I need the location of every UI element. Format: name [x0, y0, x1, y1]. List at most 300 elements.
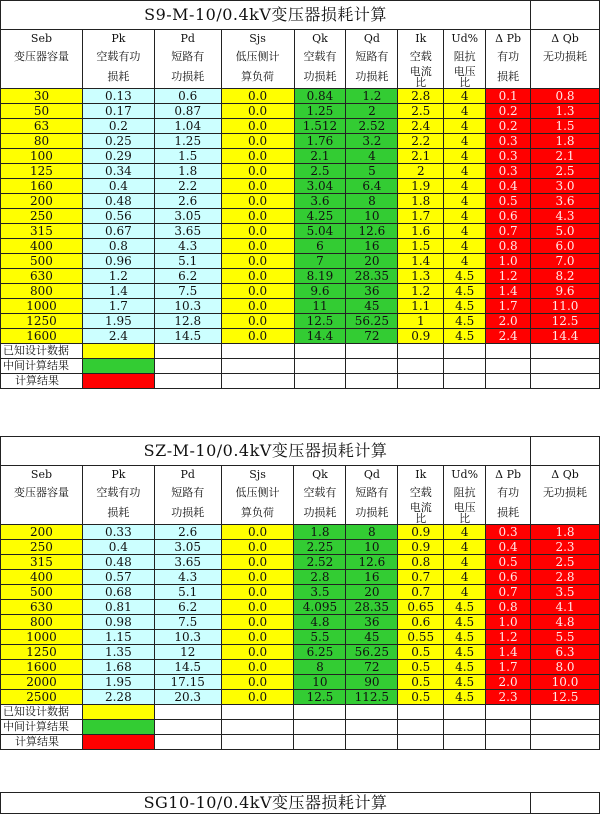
cell-qk: 1.76 [294, 134, 346, 149]
cell-ik: 0.9 [398, 540, 444, 555]
header-sjs: Sjs [221, 466, 294, 485]
cell-qk: 3.6 [294, 194, 346, 209]
header-qd: 短路有 [346, 484, 398, 502]
cell-seb: 125 [1, 164, 83, 179]
legend-row [1, 735, 600, 750]
cell-pd: 4.3 [154, 239, 221, 254]
legend-swatch [82, 344, 154, 359]
cell-ik: 0.7 [398, 585, 444, 600]
cell-dpb: 1.2 [486, 630, 531, 645]
cell-pk: 0.2 [82, 119, 154, 134]
cell-ud: 4 [444, 134, 486, 149]
legend-label: 中间计算结果 [1, 720, 83, 735]
cell-seb: 800 [1, 615, 83, 630]
cell-sjs: 0.0 [221, 254, 294, 269]
cell-qd: 16 [346, 239, 398, 254]
cell-ik: 0.9 [398, 329, 444, 344]
header-qd: 功损耗 [346, 502, 398, 525]
cell-dpb: 0.4 [486, 179, 531, 194]
cell-pk: 1.68 [82, 660, 154, 675]
table-row [1, 104, 600, 119]
cell-ud: 4 [444, 239, 486, 254]
blank-cell [531, 1, 600, 30]
cell-sjs: 0.0 [221, 645, 294, 660]
cell-pk: 1.35 [82, 645, 154, 660]
cell-pd: 2.2 [154, 179, 221, 194]
cell-qk: 8 [294, 660, 346, 675]
cell-dpb: 2.3 [486, 690, 531, 705]
cell-ud: 4 [444, 224, 486, 239]
table-row [1, 164, 600, 179]
legend-swatch [82, 720, 154, 735]
cell-sjs: 0.0 [221, 630, 294, 645]
cell-qk: 1.8 [294, 525, 346, 540]
header-qk: Qk [294, 30, 346, 49]
header-dpb: Δ Pb [486, 30, 531, 49]
cell-dpb: 0.4 [486, 540, 531, 555]
sg10-loss-table [0, 792, 600, 814]
cell-seb: 2500 [1, 690, 83, 705]
cell-qd: 6.4 [346, 179, 398, 194]
cell-ud: 4.5 [444, 675, 486, 690]
cell-qd: 56.25 [346, 314, 398, 329]
cell-ik: 0.6 [398, 615, 444, 630]
empty-cell [486, 720, 531, 735]
table-row [1, 555, 600, 570]
cell-pd: 0.6 [154, 89, 221, 104]
cell-ud: 4.5 [444, 645, 486, 660]
cell-sjs: 0.0 [221, 284, 294, 299]
cell-dqb: 2.5 [531, 555, 600, 570]
cell-seb: 1250 [1, 645, 83, 660]
cell-qk: 3.04 [294, 179, 346, 194]
cell-seb: 400 [1, 239, 83, 254]
cell-sjs: 0.0 [221, 329, 294, 344]
cell-qd: 20 [346, 254, 398, 269]
table-row [1, 675, 600, 690]
empty-cell [346, 735, 398, 750]
cell-sjs: 0.0 [221, 660, 294, 675]
cell-qk: 6.25 [294, 645, 346, 660]
header-seb: 变压器容量 [1, 484, 83, 502]
cell-ik: 2.4 [398, 119, 444, 134]
cell-qd: 2.52 [346, 119, 398, 134]
cell-dqb: 2.8 [531, 570, 600, 585]
cell-qd: 72 [346, 660, 398, 675]
cell-pk: 0.98 [82, 615, 154, 630]
header-line: 电压 [453, 66, 476, 78]
header-dpb: 有功 [486, 48, 531, 66]
table-row [1, 329, 600, 344]
cell-pd: 2.6 [154, 194, 221, 209]
table-row [1, 570, 600, 585]
header-line: 比 [415, 76, 427, 89]
cell-pd: 10.3 [154, 299, 221, 314]
header-ik: 空载 [398, 484, 444, 502]
header-seb [1, 502, 83, 525]
empty-cell [444, 374, 486, 389]
cell-qk: 4.25 [294, 209, 346, 224]
table-row [1, 284, 600, 299]
legend-swatch [82, 359, 154, 374]
cell-ud: 4 [444, 119, 486, 134]
cell-dqb: 1.3 [531, 104, 600, 119]
header-pk: Pk [82, 466, 154, 485]
cell-dpb: 0.1 [486, 89, 531, 104]
table-title: SZ-M-10/0.4kV变压器损耗计算 [1, 437, 531, 466]
legend-row [1, 344, 600, 359]
cell-pd: 6.2 [154, 600, 221, 615]
cell-qk: 14.4 [294, 329, 346, 344]
cell-ik: 0.5 [398, 690, 444, 705]
cell-pd: 5.1 [154, 254, 221, 269]
header-qk: 空载有 [294, 48, 346, 66]
cell-ik: 1.6 [398, 224, 444, 239]
cell-pd: 12.8 [154, 314, 221, 329]
cell-qd: 56.25 [346, 645, 398, 660]
cell-qk: 3.5 [294, 585, 346, 600]
cell-pd: 10.3 [154, 630, 221, 645]
cell-seb: 1600 [1, 660, 83, 675]
header-dqb: Δ Qb [531, 466, 600, 485]
cell-pk: 0.56 [82, 209, 154, 224]
empty-cell [531, 720, 600, 735]
header-ik [398, 502, 444, 525]
cell-dpb: 1.7 [486, 660, 531, 675]
cell-pd: 7.5 [154, 284, 221, 299]
empty-cell [444, 705, 486, 720]
cell-ik: 0.7 [398, 570, 444, 585]
table-row [1, 615, 600, 630]
cell-sjs: 0.0 [221, 675, 294, 690]
cell-pd: 12 [154, 645, 221, 660]
cell-pk: 0.68 [82, 585, 154, 600]
sz-loss-table [0, 436, 600, 750]
empty-cell [221, 720, 294, 735]
header-dpb: 损耗 [486, 502, 531, 525]
cell-pk: 2.4 [82, 329, 154, 344]
cell-qk: 2.52 [294, 555, 346, 570]
cell-qd: 112.5 [346, 690, 398, 705]
cell-ik: 2 [398, 164, 444, 179]
header-pk: 损耗 [82, 502, 154, 525]
cell-pd: 17.15 [154, 675, 221, 690]
cell-seb: 80 [1, 134, 83, 149]
empty-cell [221, 374, 294, 389]
cell-seb: 30 [1, 89, 83, 104]
cell-dqb: 3.0 [531, 179, 600, 194]
cell-seb: 630 [1, 600, 83, 615]
header-pk: Pk [82, 30, 154, 49]
table-row [1, 209, 600, 224]
header-qd: Qd [346, 466, 398, 485]
cell-dqb: 4.8 [531, 615, 600, 630]
cell-ud: 4 [444, 254, 486, 269]
cell-ud: 4.5 [444, 269, 486, 284]
cell-sjs: 0.0 [221, 209, 294, 224]
header-ud: 阻抗 [444, 484, 486, 502]
cell-pk: 1.15 [82, 630, 154, 645]
cell-dpb: 1.2 [486, 269, 531, 284]
cell-qd: 36 [346, 284, 398, 299]
cell-ik: 1.7 [398, 209, 444, 224]
cell-ik: 1.8 [398, 194, 444, 209]
empty-cell [154, 374, 221, 389]
cell-seb: 315 [1, 224, 83, 239]
cell-ik: 0.5 [398, 645, 444, 660]
header-qd: 短路有 [346, 48, 398, 66]
header-ud [444, 66, 486, 89]
header-qk: 空载有 [294, 484, 346, 502]
cell-seb: 1000 [1, 299, 83, 314]
cell-dqb: 6.3 [531, 645, 600, 660]
cell-ik: 2.2 [398, 134, 444, 149]
cell-dpb: 1.4 [486, 645, 531, 660]
cell-ik: 1.1 [398, 299, 444, 314]
header-ud [444, 502, 486, 525]
empty-cell [444, 344, 486, 359]
cell-sjs: 0.0 [221, 224, 294, 239]
table-row [1, 585, 600, 600]
cell-qk: 5.04 [294, 224, 346, 239]
cell-seb: 250 [1, 540, 83, 555]
cell-qk: 11 [294, 299, 346, 314]
header-pd: Pd [154, 466, 221, 485]
cell-qk: 6 [294, 239, 346, 254]
cell-seb: 500 [1, 585, 83, 600]
cell-dpb: 0.6 [486, 570, 531, 585]
cell-dqb: 9.6 [531, 284, 600, 299]
cell-dqb: 11.0 [531, 299, 600, 314]
cell-qk: 12.5 [294, 690, 346, 705]
header-seb [1, 66, 83, 89]
cell-pk: 0.17 [82, 104, 154, 119]
cell-seb: 400 [1, 570, 83, 585]
cell-dpb: 1.7 [486, 299, 531, 314]
empty-cell [531, 374, 600, 389]
cell-dqb: 1.5 [531, 119, 600, 134]
cell-qk: 4.095 [294, 600, 346, 615]
cell-dqb: 2.5 [531, 164, 600, 179]
cell-ik: 0.55 [398, 630, 444, 645]
empty-cell [444, 735, 486, 750]
cell-pd: 2.6 [154, 525, 221, 540]
empty-cell [346, 720, 398, 735]
cell-ik: 0.5 [398, 660, 444, 675]
cell-sjs: 0.0 [221, 179, 294, 194]
cell-dqb: 12.5 [531, 314, 600, 329]
cell-ud: 4.5 [444, 615, 486, 630]
cell-ik: 1.9 [398, 179, 444, 194]
cell-pk: 0.29 [82, 149, 154, 164]
empty-cell [294, 359, 346, 374]
empty-cell [294, 735, 346, 750]
cell-sjs: 0.0 [221, 239, 294, 254]
cell-qd: 28.35 [346, 600, 398, 615]
cell-pd: 5.1 [154, 585, 221, 600]
cell-dpb: 0.5 [486, 555, 531, 570]
header-dqb: 无功损耗 [531, 48, 600, 66]
cell-seb: 1000 [1, 630, 83, 645]
cell-qk: 2.5 [294, 164, 346, 179]
cell-dqb: 8.0 [531, 660, 600, 675]
empty-cell [221, 705, 294, 720]
empty-cell [346, 374, 398, 389]
cell-qk: 10 [294, 675, 346, 690]
cell-qk: 5.5 [294, 630, 346, 645]
cell-pk: 1.7 [82, 299, 154, 314]
cell-pd: 0.87 [154, 104, 221, 119]
cell-dqb: 14.4 [531, 329, 600, 344]
cell-sjs: 0.0 [221, 269, 294, 284]
cell-ik: 0.8 [398, 555, 444, 570]
empty-cell [486, 344, 531, 359]
empty-cell [398, 705, 444, 720]
cell-qd: 1.2 [346, 89, 398, 104]
cell-ud: 4 [444, 525, 486, 540]
cell-sjs: 0.0 [221, 119, 294, 134]
cell-qd: 20 [346, 585, 398, 600]
table-row [1, 224, 600, 239]
cell-sjs: 0.0 [221, 299, 294, 314]
empty-cell [531, 705, 600, 720]
cell-ud: 4 [444, 164, 486, 179]
cell-ud: 4 [444, 179, 486, 194]
cell-dpb: 0.3 [486, 525, 531, 540]
cell-seb: 800 [1, 284, 83, 299]
empty-cell [398, 344, 444, 359]
cell-qk: 1.25 [294, 104, 346, 119]
cell-ik: 1.5 [398, 239, 444, 254]
header-sjs: 低压侧计 [221, 484, 294, 502]
table-row [1, 645, 600, 660]
cell-ud: 4 [444, 89, 486, 104]
empty-cell [346, 344, 398, 359]
header-pk: 空载有功 [82, 484, 154, 502]
header-line: 比 [459, 512, 471, 525]
table-row [1, 299, 600, 314]
empty-cell [531, 344, 600, 359]
cell-pd: 1.04 [154, 119, 221, 134]
header-sjs: Sjs [221, 30, 294, 49]
header-dpb: 有功 [486, 484, 531, 502]
cell-ud: 4.5 [444, 329, 486, 344]
cell-dpb: 0.7 [486, 224, 531, 239]
cell-dpb: 1.0 [486, 254, 531, 269]
table-row [1, 314, 600, 329]
header-seb: Seb [1, 466, 83, 485]
cell-pd: 1.5 [154, 149, 221, 164]
cell-dpb: 0.3 [486, 164, 531, 179]
cell-pk: 0.81 [82, 600, 154, 615]
header-ik: Ik [398, 30, 444, 49]
header-dqb [531, 66, 600, 89]
table-row [1, 660, 600, 675]
header-line: 比 [415, 512, 427, 525]
cell-dqb: 4.1 [531, 600, 600, 615]
cell-dqb: 2.3 [531, 540, 600, 555]
cell-dqb: 8.2 [531, 269, 600, 284]
table-row [1, 269, 600, 284]
s9-loss-table [0, 0, 600, 389]
empty-cell [531, 359, 600, 374]
legend-label: 已知设计数据 [1, 344, 83, 359]
cell-ud: 4.5 [444, 690, 486, 705]
cell-dpb: 1.4 [486, 284, 531, 299]
cell-ik: 2.8 [398, 89, 444, 104]
header-pd: 功损耗 [154, 66, 221, 89]
cell-sjs: 0.0 [221, 555, 294, 570]
cell-qd: 10 [346, 540, 398, 555]
cell-seb: 2000 [1, 675, 83, 690]
cell-ik: 2.5 [398, 104, 444, 119]
cell-ik: 0.9 [398, 525, 444, 540]
cell-qk: 12.5 [294, 314, 346, 329]
table-row [1, 630, 600, 645]
cell-pk: 0.57 [82, 570, 154, 585]
table-row [1, 194, 600, 209]
header-qk: 功损耗 [294, 502, 346, 525]
empty-cell [486, 735, 531, 750]
cell-qd: 10 [346, 209, 398, 224]
cell-pd: 20.3 [154, 690, 221, 705]
cell-qd: 2 [346, 104, 398, 119]
header-ik: Ik [398, 466, 444, 485]
empty-cell [486, 705, 531, 720]
cell-pd: 3.05 [154, 540, 221, 555]
cell-pk: 2.28 [82, 690, 154, 705]
empty-cell [154, 705, 221, 720]
cell-qd: 45 [346, 630, 398, 645]
legend-row [1, 705, 600, 720]
legend-row [1, 359, 600, 374]
empty-cell [444, 720, 486, 735]
cell-sjs: 0.0 [221, 690, 294, 705]
table-title: S9-M-10/0.4kV变压器损耗计算 [1, 1, 531, 30]
cell-sjs: 0.0 [221, 525, 294, 540]
cell-pd: 3.05 [154, 209, 221, 224]
cell-dqb: 5.0 [531, 224, 600, 239]
cell-sjs: 0.0 [221, 600, 294, 615]
cell-sjs: 0.0 [221, 194, 294, 209]
cell-dpb: 0.5 [486, 194, 531, 209]
cell-ik: 1 [398, 314, 444, 329]
cell-pd: 1.8 [154, 164, 221, 179]
cell-ud: 4 [444, 555, 486, 570]
blank-cell [531, 793, 600, 814]
cell-pd: 3.65 [154, 224, 221, 239]
cell-ud: 4 [444, 209, 486, 224]
header-pd: Pd [154, 30, 221, 49]
cell-seb: 500 [1, 254, 83, 269]
empty-cell [398, 374, 444, 389]
cell-qd: 45 [346, 299, 398, 314]
header-pk: 空载有功 [82, 48, 154, 66]
cell-dqb: 3.5 [531, 585, 600, 600]
cell-sjs: 0.0 [221, 89, 294, 104]
cell-dqb: 3.6 [531, 194, 600, 209]
cell-dpb: 2.0 [486, 675, 531, 690]
cell-qd: 4 [346, 149, 398, 164]
cell-pk: 1.95 [82, 675, 154, 690]
cell-dqb: 12.5 [531, 690, 600, 705]
header-ud: Ud% [444, 466, 486, 485]
cell-ud: 4.5 [444, 630, 486, 645]
cell-ud: 4.5 [444, 660, 486, 675]
table-row [1, 254, 600, 269]
empty-cell [154, 720, 221, 735]
table-row [1, 119, 600, 134]
